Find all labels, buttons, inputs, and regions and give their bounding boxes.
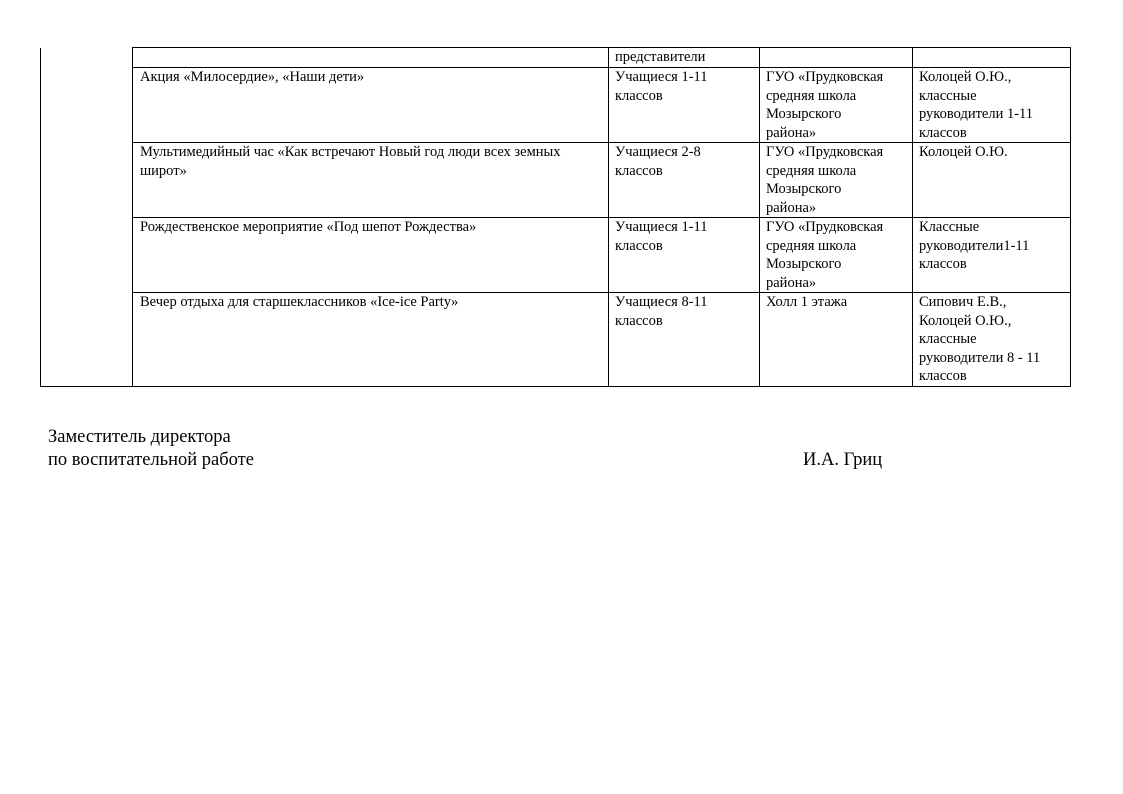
place-line: средняя школа xyxy=(766,162,857,179)
place-cell xyxy=(760,68,913,143)
place-cell xyxy=(760,48,913,68)
date-cell xyxy=(41,293,133,387)
participants-cell xyxy=(609,218,760,293)
responsible-line: руководители1-11 xyxy=(919,237,1030,254)
date-cell xyxy=(41,143,133,218)
participants-line: Учащиеся 2-8 xyxy=(615,144,701,160)
event-cell xyxy=(133,48,609,68)
participants-line: Учащиеся 8-11 xyxy=(615,294,708,310)
signatory-name: И.А. Гриц xyxy=(803,450,883,470)
participants-cell xyxy=(609,143,760,218)
place-line: ГУО «Прудковская xyxy=(766,219,884,235)
place-cell xyxy=(760,218,913,293)
responsible-line: Сипович Е.В., xyxy=(919,294,1007,310)
signature-block xyxy=(48,426,1048,472)
place-line: района» xyxy=(766,274,817,291)
place-line: средняя школа xyxy=(766,237,857,254)
participants-cell xyxy=(609,293,760,387)
table-row xyxy=(41,48,1071,68)
participants-line: классов xyxy=(615,312,663,329)
place-cell xyxy=(760,293,913,387)
table-row xyxy=(41,218,1071,293)
table-row xyxy=(41,68,1071,143)
table-row xyxy=(41,293,1071,387)
responsible-cell xyxy=(913,293,1071,387)
responsible-line: классные xyxy=(919,331,977,347)
place-line: района» xyxy=(766,199,817,216)
event-cell: Рождественское мероприятие «Под шепот Рождества» xyxy=(133,218,609,293)
table-row xyxy=(41,143,1071,218)
place-line: Мозырского xyxy=(766,181,842,197)
signatory-position-department: по воспитательной работе xyxy=(48,450,254,470)
responsible-cell xyxy=(913,143,1071,218)
responsible-cell xyxy=(913,68,1071,143)
event-cell: Мультимедийный час «Как встречают Новый год люди всех земных широт» xyxy=(133,143,609,218)
place-line: ГУО «Прудковская xyxy=(766,69,884,85)
date-cell xyxy=(41,218,133,293)
participants-cell xyxy=(609,48,760,68)
event-cell: Вечер отдыха для старшеклассников «Ice-ice Party» xyxy=(133,293,609,387)
responsible-line: Колоцей О.Ю., xyxy=(919,312,1012,329)
place-line: Мозырского xyxy=(766,256,842,272)
participants-line: классов xyxy=(615,237,663,254)
responsible-line: классов xyxy=(919,368,967,384)
responsible-line: руководители 8 - 11 xyxy=(919,349,1041,366)
date-cell xyxy=(41,68,133,143)
participants-line: Учащиеся 1-11 xyxy=(615,219,708,235)
signatory-position: Заместитель директора xyxy=(48,427,231,447)
participants-line: Учащиеся 1-11 xyxy=(615,69,708,85)
participants-line: классов xyxy=(615,162,663,179)
participants-cell xyxy=(609,68,760,143)
place-cell xyxy=(760,143,913,218)
responsible-line: классные xyxy=(919,87,977,104)
responsible-line: руководители 1-11 xyxy=(919,106,1034,122)
place-line: Мозырского xyxy=(766,106,842,122)
responsible-cell xyxy=(913,218,1071,293)
responsible-line: классов xyxy=(919,256,967,272)
place-line: средняя школа xyxy=(766,87,857,104)
place-line: ГУО «Прудковская xyxy=(766,144,884,160)
event-cell: Акция «Милосердие», «Наши дети» xyxy=(133,68,609,143)
responsible-cell xyxy=(913,48,1071,68)
place-line: района» xyxy=(766,124,817,141)
date-cell xyxy=(41,48,133,68)
responsible-line: Классные xyxy=(919,219,980,235)
responsible-line: Колоцей О.Ю., xyxy=(919,69,1012,85)
responsible-line: классов xyxy=(919,124,967,141)
events-table xyxy=(40,47,1071,387)
participants-line: представители xyxy=(615,49,706,65)
participants-line: классов xyxy=(615,87,663,104)
place-line: Холл 1 этажа xyxy=(766,294,848,310)
responsible-line: Колоцей О.Ю. xyxy=(919,144,1008,160)
